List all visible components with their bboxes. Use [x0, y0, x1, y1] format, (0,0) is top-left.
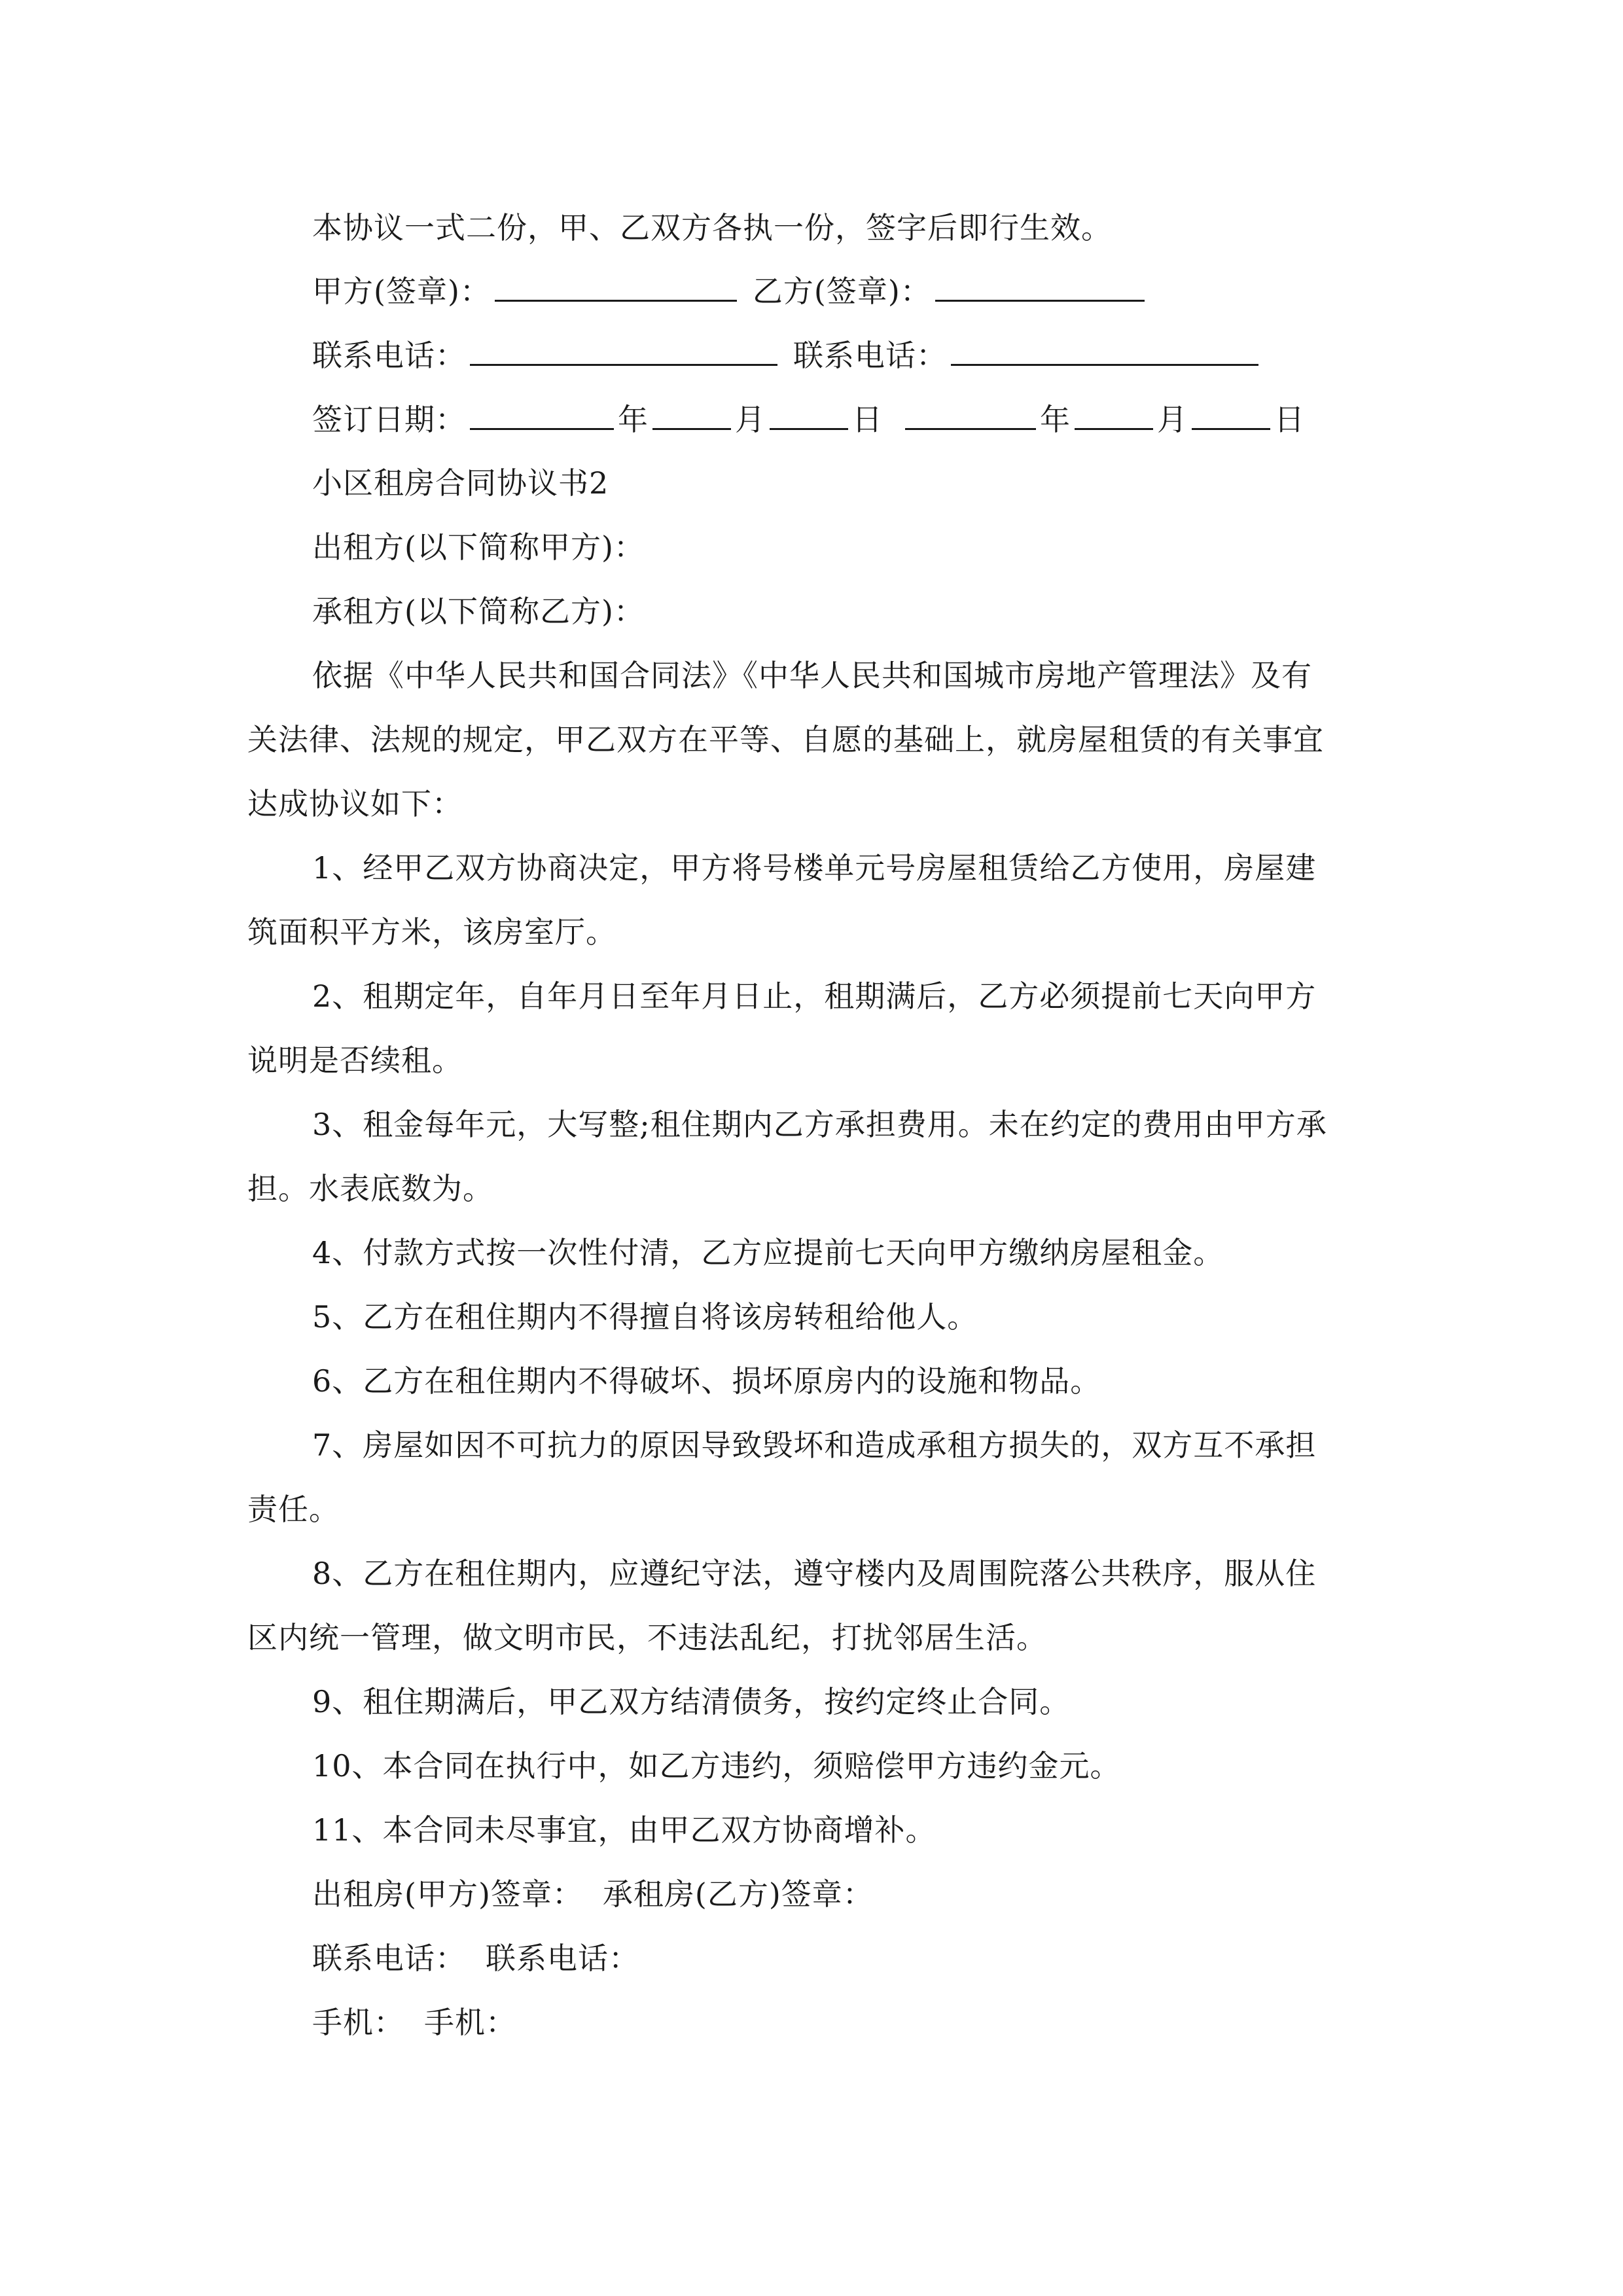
clause-3-line-1: 3、租金每年元，大写整;租住期内乙方承担费用。未在约定的费用由甲方承 — [312, 1107, 1327, 1142]
footer-phone-a: 联系电话： — [312, 1941, 466, 1976]
day-char-b: 日 — [1274, 402, 1305, 437]
party-a-sign-blank — [495, 271, 737, 302]
date-row — [312, 399, 1305, 439]
phone-label-b: 联系电话： — [793, 338, 947, 373]
preamble-line-3: 达成协议如下： — [247, 786, 463, 821]
party-b-sign-blank — [935, 271, 1145, 302]
month-blank-a — [652, 399, 731, 430]
year-blank-b — [905, 399, 1036, 430]
footer-phone-row — [312, 1939, 639, 1978]
day-blank-a — [770, 399, 848, 430]
clause-5: 5、乙方在租住期内不得擅自将该房转租给他人。 — [312, 1299, 978, 1335]
clause-8-line-2: 区内统一管理，做文明市民，不违法乱纪，打扰邻居生活。 — [247, 1620, 1047, 1655]
day-blank-b — [1192, 399, 1270, 430]
clause-10: 10、本合同在执行中，如乙方违约，须赔偿甲方违约金元。 — [312, 1748, 1121, 1784]
clause-1-line-2: 筑面积平方米，该房室厅。 — [247, 914, 616, 950]
sign-lessee-label: 承租房(乙方)签章： — [602, 1876, 874, 1912]
footer-phone-b: 联系电话： — [486, 1941, 639, 1976]
clause-3-line-2: 担。水表底数为。 — [247, 1171, 493, 1206]
contract2-title: 小区租房合同协议书2 — [312, 465, 609, 501]
phone-label-a: 联系电话： — [312, 338, 466, 373]
month-char-a: 月 — [735, 402, 766, 437]
date-label: 签订日期： — [312, 402, 466, 437]
clause-4: 4、付款方式按一次性付清，乙方应提前七天向甲方缴纳房屋租金。 — [312, 1235, 1224, 1270]
signature-row — [312, 271, 1149, 311]
phone-b-blank — [951, 335, 1258, 366]
clause-7-line-1: 7、房屋如因不可抗力的原因导致毁坏和造成承租方损失的，双方互不承担 — [312, 1427, 1317, 1463]
party-a-sign-label: 甲方(签章)： — [312, 274, 491, 309]
closing-clause: 本协议一式二份，甲、乙双方各执一份，签字后即行生效。 — [312, 210, 1112, 245]
footer-sign-row — [312, 1874, 874, 1914]
clause-8-line-1: 8、乙方在租住期内，应遵纪守法，遵守楼内及周围院落公共秩序，服从住 — [312, 1556, 1317, 1591]
phone-a-blank — [470, 335, 777, 366]
sign-lessor-label: 出租房(甲方)签章： — [312, 1876, 583, 1912]
lessee-label: 承租方(以下简称乙方)： — [312, 594, 645, 629]
clause-2-line-2: 说明是否续租。 — [247, 1043, 463, 1078]
year-char-a: 年 — [618, 402, 649, 437]
clause-6: 6、乙方在租住期内不得破坏、损坏原房内的设施和物品。 — [312, 1363, 1101, 1399]
phone-row — [312, 335, 1262, 375]
year-blank-a — [470, 399, 614, 430]
clause-9: 9、租住期满后，甲乙双方结清债务，按约定终止合同。 — [312, 1684, 1071, 1719]
footer-mobile-row — [312, 2003, 516, 2042]
preamble-line-2: 关法律、法规的规定，甲乙双方在平等、自愿的基础上，就房屋租赁的有关事宜 — [247, 722, 1324, 757]
mobile-b: 手机： — [424, 2005, 516, 2040]
preamble-line-1: 依据《中华人民共和国合同法》《中华人民共和国城市房地产管理法》及有 — [312, 658, 1312, 693]
party-b-sign-label: 乙方(签章)： — [752, 274, 931, 309]
clause-1-line-1: 1、经甲乙双方协商决定，甲方将号楼单元号房屋租赁给乙方使用，房屋建 — [312, 850, 1317, 886]
lessor-label: 出租方(以下简称甲方)： — [312, 529, 645, 565]
month-blank-b — [1075, 399, 1153, 430]
year-char-b: 年 — [1040, 402, 1071, 437]
mobile-a: 手机： — [312, 2005, 404, 2040]
clause-2-line-1: 2、租期定年，自年月日至年月日止，租期满后，乙方必须提前七天向甲方 — [312, 978, 1317, 1014]
clause-11: 11、本合同未尽事宜，由甲乙双方协商增补。 — [312, 1812, 936, 1848]
clause-7-line-2: 责任。 — [247, 1492, 340, 1527]
month-char-b: 月 — [1157, 402, 1188, 437]
day-char-a: 日 — [852, 402, 883, 437]
